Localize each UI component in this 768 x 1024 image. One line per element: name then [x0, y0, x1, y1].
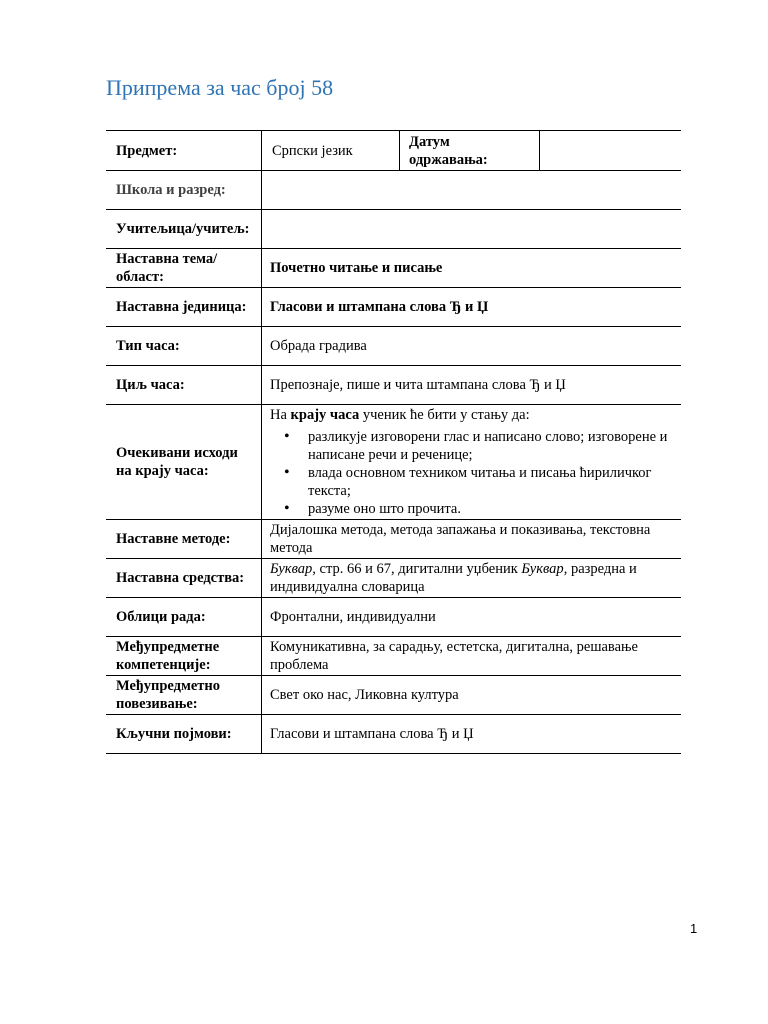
outcomes-intro — [270, 406, 673, 424]
row-aids — [106, 559, 681, 598]
topic-value: Почетно читање и писање — [262, 249, 682, 288]
outcomes-intro-pre: На — [270, 407, 291, 423]
row-school — [106, 171, 681, 210]
row-teacher — [106, 210, 681, 249]
methods-value: Дијалошка метода, метода запажања и показивања, текстовна метода — [262, 520, 682, 559]
subject-label: Предмет: — [106, 131, 262, 171]
forms-value: Фронтални, индивидуални — [262, 598, 682, 637]
row-forms — [106, 598, 681, 637]
page-number: 1 — [690, 921, 698, 936]
competences-label: Међупредметне компетенције: — [106, 637, 262, 676]
keywords-label: Кључни појмови: — [106, 715, 262, 754]
row-keywords — [106, 715, 681, 754]
aids-text-2: , разредна и индивидуална словарица — [270, 561, 637, 595]
methods-label: Наставне методе: — [106, 520, 262, 559]
row-topic — [106, 249, 681, 288]
aids-value — [262, 559, 682, 598]
lesson-plan-table — [106, 130, 681, 754]
page-title: Припрема за час број 58 — [106, 75, 334, 100]
school-label: Школа и разред: — [106, 171, 262, 210]
outcomes-label: Очекивани исходи на крају часа: — [106, 405, 262, 520]
keywords-value: Гласови и штампана слова Ђ и Џ — [262, 715, 682, 754]
row-subject — [106, 131, 681, 171]
aids-italic-1: Буквар — [270, 561, 313, 577]
type-value: Обрада градива — [262, 327, 682, 366]
teacher-label: Учитељица/учитељ: — [106, 210, 262, 249]
correlation-label: Међупредметно повезивање: — [106, 676, 262, 715]
row-unit — [106, 288, 681, 327]
unit-label: Наставна јединица: — [106, 288, 262, 327]
correlation-value: Свет око нас, Ликовна култура — [262, 676, 682, 715]
date-value — [540, 131, 682, 170]
row-competences — [106, 637, 681, 676]
topic-label: Наставна тема/област: — [106, 249, 262, 288]
aids-text-1: , стр. 66 и 67, дигитални уџбеник — [312, 561, 522, 577]
row-methods — [106, 520, 681, 559]
unit-value: Гласови и штампана слова Ђ и Џ — [262, 288, 682, 327]
row-outcomes — [106, 405, 681, 520]
aids-label: Наставна средства: — [106, 559, 262, 598]
outcomes-intro-post: ученик ће бити у стању да: — [359, 407, 530, 423]
row-goal — [106, 366, 681, 405]
forms-label: Облици рада: — [106, 598, 262, 637]
outcome-item: • влада основном техником читања и писања ћириличког текста; — [308, 464, 673, 500]
outcome-item: • разуме оно што прочита. — [308, 500, 673, 518]
outcomes-cell — [262, 405, 682, 520]
teacher-value — [262, 210, 682, 249]
school-value — [262, 171, 682, 210]
row-correlation — [106, 676, 681, 715]
subject-value: Српски језик — [262, 131, 400, 170]
goal-label: Циљ часа: — [106, 366, 262, 405]
row-type — [106, 327, 681, 366]
date-label: Датум одржавања: — [400, 131, 540, 170]
goal-value: Препознаје, пише и чита штампана слова Ђ и Џ — [262, 366, 682, 405]
type-label: Тип часа: — [106, 327, 262, 366]
competences-value: Комуникативна, за сарадњу, естетска, дигитална, решавање проблема — [262, 637, 682, 676]
outcomes-list — [270, 428, 673, 518]
outcome-item: • разликује изговорени глас и написано слово; изговорене и написане речи и реченице; — [308, 428, 673, 464]
outcomes-intro-bold: крају часа — [290, 407, 360, 423]
aids-italic-2: Буквар — [521, 561, 564, 577]
